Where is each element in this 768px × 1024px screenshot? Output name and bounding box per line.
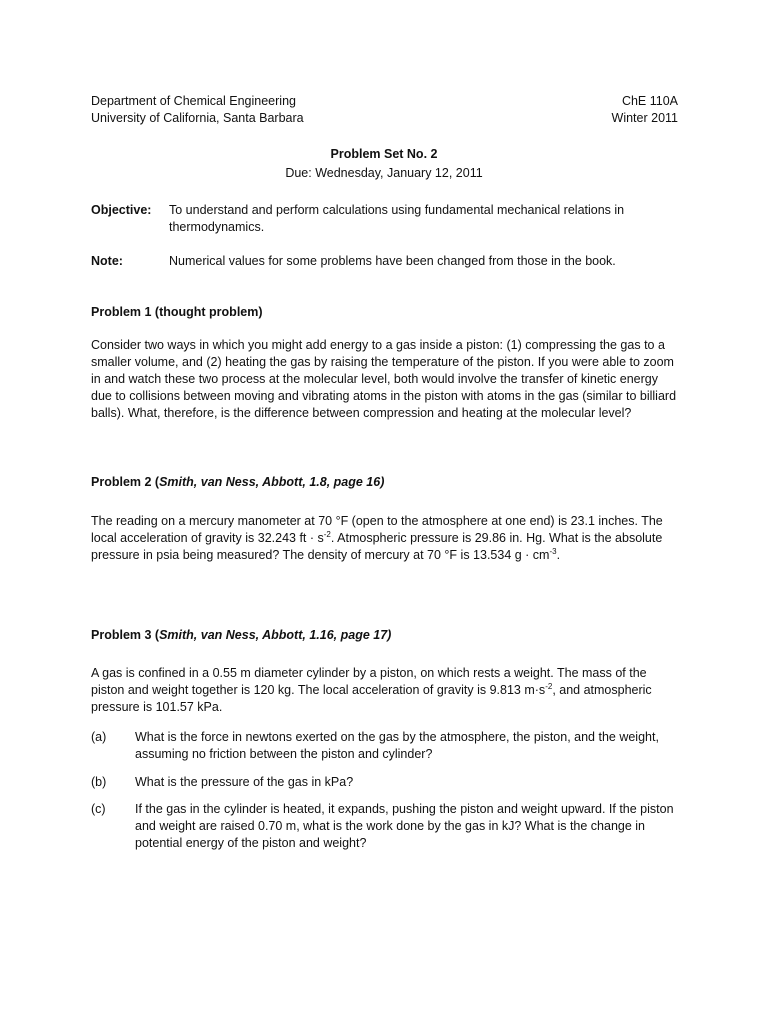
problem-2-text-2: . Atmospheric pressure is 29.86 in. Hg. What is the absolute pressure in psia being measured? The density of mercury at 70 °F is 13.534 g · cm	[91, 531, 663, 562]
part-b-marker: (b)	[91, 775, 107, 789]
problem-2-reference: Smith, van Ness, Abbott, 1.8, page 16)	[159, 475, 385, 489]
header	[91, 93, 678, 127]
problem-3-title	[91, 627, 680, 644]
problem-1-body: Consider two ways in which you might add energy to a gas inside a piston: (1) compressing the gas to a smaller volume, and (2) heating the gas by raising the temperature of the piston. If you were able to zoom in and watch these two process at the molecular level, both would involve the transfer of kinetic energy due to collisions between moving and vibrating atoms in the piston with atoms in the gas (similar to billiard balls). What, therefore, is the difference between compression and heating at the molecular level?	[91, 338, 677, 420]
problem-3-part-a	[91, 729, 680, 763]
term: Winter 2011	[611, 111, 678, 125]
problem-3-title-prefix: Problem 3 (	[91, 628, 160, 642]
problem-2-text-3: .	[556, 548, 561, 562]
problem-2-text-1: The reading on a mercury manometer at 70 °F (open to the atmosphere at one end) is 23.1 inches. The local acceleration of gravity is 32.243 ft · s	[91, 514, 663, 545]
problem-3-reference: Smith, van Ness, Abbott, 1.16, page 17)	[159, 628, 392, 642]
problem-3-part-b	[91, 774, 680, 791]
problem-2-title	[91, 474, 680, 491]
page-title: Problem Set No. 2	[330, 147, 438, 161]
part-a-text: What is the force in newtons exerted on the gas by the atmosphere, the piston, and the weight, assuming no friction between the piston and cylinder?	[135, 730, 659, 761]
note-text: Numerical values for some problems have been changed from those in the book.	[169, 254, 616, 268]
note	[91, 253, 678, 270]
course-code: ChE 110A	[621, 94, 678, 108]
objective-text: To understand and perform calculations using fundamental mechanical relations in thermodynamics.	[169, 203, 625, 234]
problem-3-text-2: , and atmospheric pressure is 101.57 kPa.	[91, 683, 652, 714]
problem-2-sup-2: -3	[549, 546, 557, 556]
part-c-text: If the gas in the cylinder is heated, it expands, pushing the piston and weight upward. If the piston and weight are raised 0.70 m, what is the work done by the gas in kJ? What is the change in potential energy of the piston and weight?	[135, 802, 674, 850]
part-c-marker: (c)	[91, 802, 106, 816]
objective	[91, 202, 678, 236]
problem-1-title: Problem 1 (thought problem)	[91, 305, 263, 319]
problem-2-body	[91, 513, 680, 564]
problem-2-title-prefix: Problem 2 (	[91, 475, 160, 489]
problem-2-sup-1: -2	[323, 529, 331, 539]
problem-3-sup-1: -2	[545, 681, 553, 691]
problem-3-part-c	[91, 801, 680, 852]
department: Department of Chemical Engineering	[91, 94, 296, 108]
part-a-marker: (a)	[91, 730, 107, 744]
university: University of California, Santa Barbara	[91, 111, 304, 125]
due-date: Due: Wednesday, January 12, 2011	[285, 166, 483, 180]
note-label: Note:	[91, 254, 123, 268]
problem-3-body	[91, 665, 680, 716]
objective-label: Objective:	[91, 203, 152, 217]
part-b-text: What is the pressure of the gas in kPa?	[135, 775, 354, 789]
problem-3-text-1: A gas is confined in a 0.55 m diameter cylinder by a piston, on which rests a weight. The mass of the piston and weight together is 120 kg. The local acceleration of gravity is 9.813 m·s	[91, 666, 647, 697]
